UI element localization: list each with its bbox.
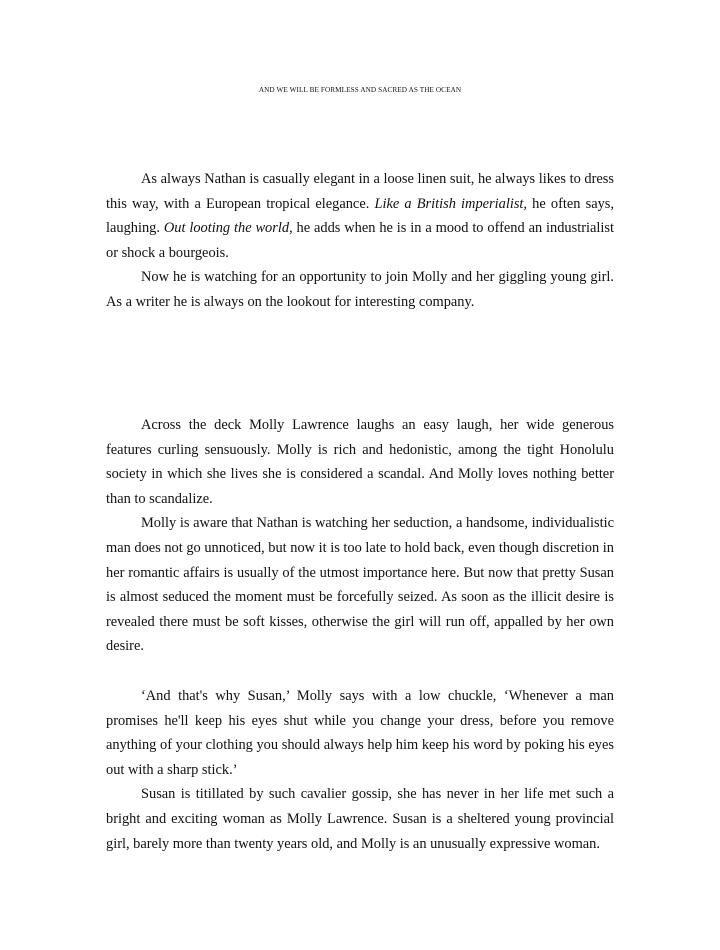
running-title: AND WE WILL BE FORMLESS AND SACRED AS THE OCEAN [258, 86, 462, 94]
text-section-2 [106, 413, 614, 659]
text-run: ‘And that's why Susan,’ Molly says with a low chuckle, ‘Whenever a man promises he'll keep his eyes shut while you change your dress, before you remove anything of your clothing you should always help him keep his word by poking his eyes out with a sharp stick.’ [106, 688, 614, 778]
paragraph [106, 511, 614, 659]
paragraph [106, 782, 614, 856]
text-run: Susan is titillated by such cavalier gossip, she has never in her life met such a bright and exciting woman as Molly Lawrence. Susan is a sheltered young provincial girl, barely more than twenty years old, and Molly is an unusually expressive woman. [106, 786, 614, 852]
text-section-1 [106, 167, 614, 315]
paragraph [106, 265, 614, 314]
text-run: Now he is watching for an opportunity to join Molly and her giggling young girl. As a writer he is always on the lookout for interesting company. [106, 269, 614, 310]
text-run: Molly is aware that Nathan is watching her seduction, a handsome, individualistic man does not go unnoticed, but now it is too late to hold back, even though discretion in her romantic affairs is usually of the utmost importance here. But now that pretty Susan is almost seduced the moment must be forcefully seized. As soon as the illicit desire is revealed there must be soft kisses, otherwise the girl will run off, appalled by her own desire. [106, 515, 614, 655]
paragraph [106, 684, 614, 782]
text-run: As always Nathan is casually elegant in a loose linen suit, he always likes to dress this way, with a European tropical elegance. [106, 171, 614, 212]
italic-text-run: Like a British imperialist, [374, 195, 528, 212]
text-section-3 [106, 684, 614, 856]
text-run: he often says, laughing. [106, 195, 614, 237]
paragraph [106, 413, 614, 511]
text-run: , he adds when he is in a mood to offend an industrialist or shock a bourgeois. [106, 220, 615, 261]
paragraph [106, 167, 614, 265]
italic-text-run: Out looting the world [163, 220, 290, 237]
text-run: Across the deck Molly Lawrence laughs an easy laugh, her wide generous features curling sensuously. Molly is rich and hedonistic, among the tight Honolulu society in which she lives she is considered a scandal. And Molly loves nothing better than to scandalize. [106, 417, 614, 507]
